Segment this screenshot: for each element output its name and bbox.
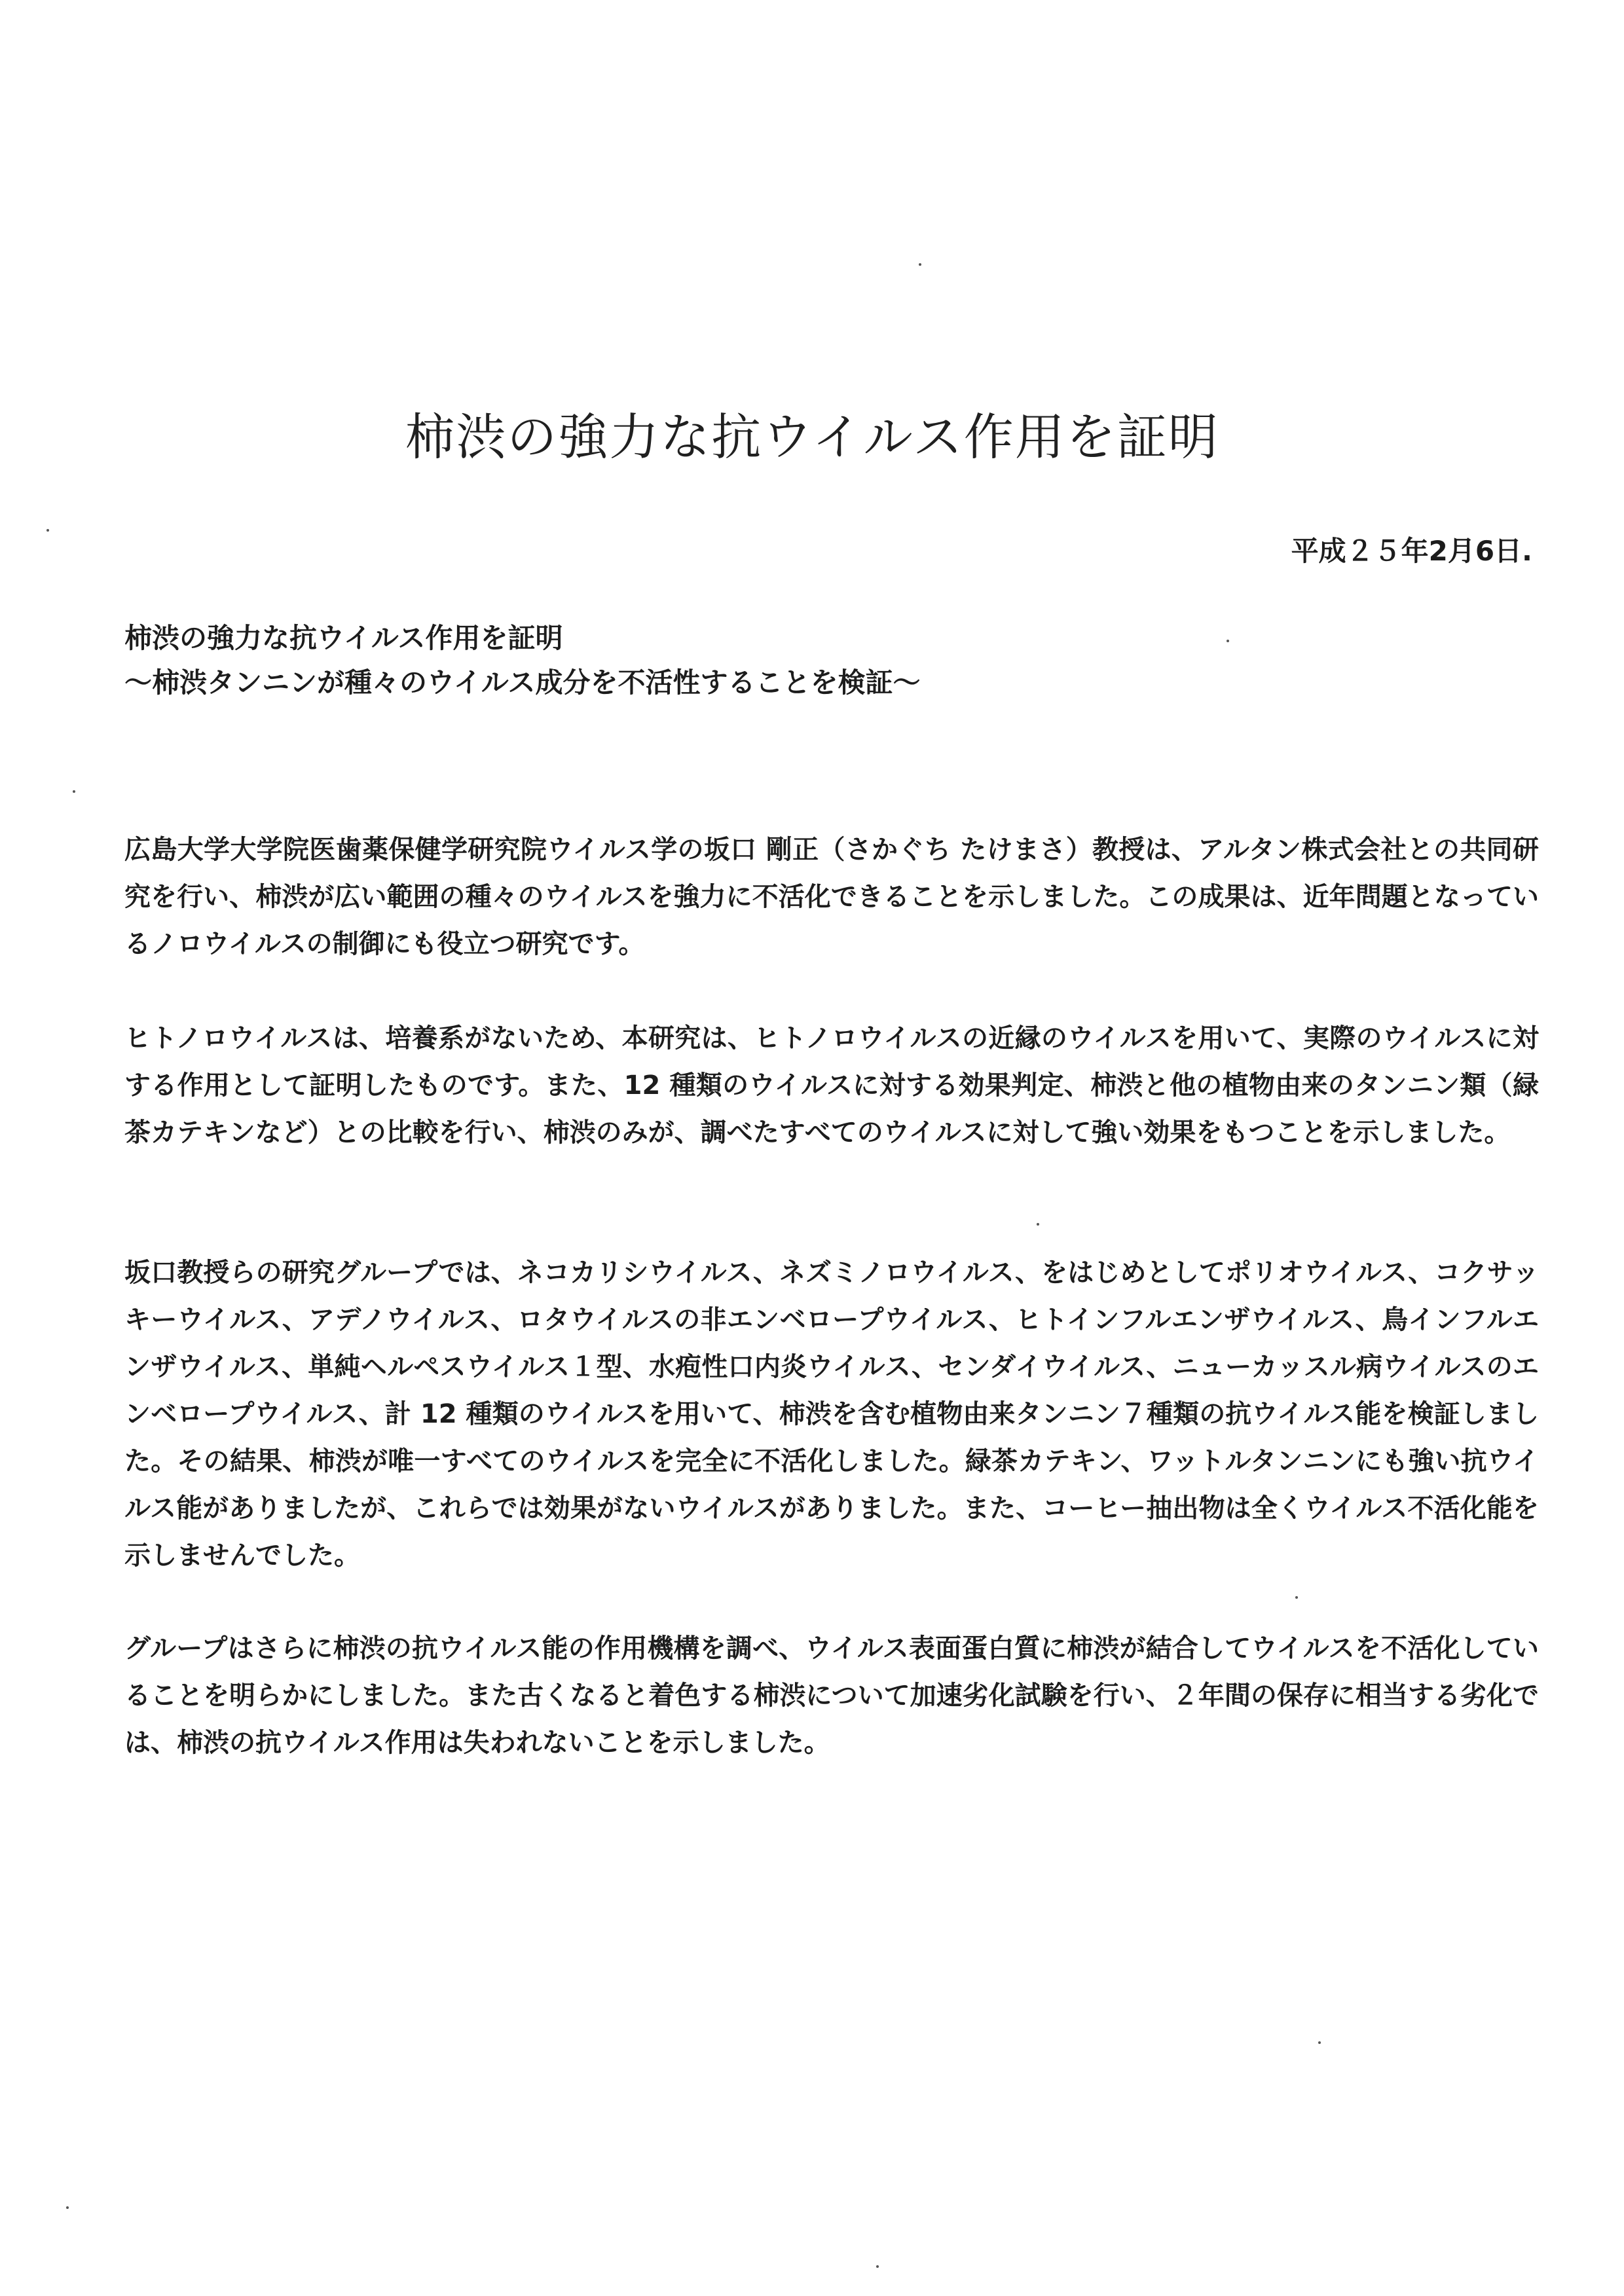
paragraph-2: ヒトノロウイルスは、培養系がないため、本研究は、ヒトノロウイルスの近縁のウイルスを用いて、実際のウイルスに対する作用として証明したものです。また、12 種類のウイルスに対する効果判定、柿渋と他の植物由来のタンニン類（緑茶カテキンなど）との比較を行い、柿渋のみが、調べたすべてのウイルスに対して強い効果をもつことを示しました。 bbox=[124, 1023, 1539, 1148]
scan-speck bbox=[1318, 2041, 1321, 2044]
scan-speck bbox=[1037, 1223, 1039, 1226]
scan-speck bbox=[73, 790, 75, 793]
subtitle-line-2: ～柿渋タンニンが種々のウイルス成分を不活性することを検証～ bbox=[124, 666, 921, 699]
scan-speck bbox=[1227, 640, 1229, 642]
scan-speck bbox=[46, 529, 49, 532]
paragraph-3: 坂口教授らの研究グループでは、ネコカリシウイルス、ネズミノロウイルス、をはじめとしてポリオウイルス、コクサッキーウイルス、アデノウイルス、ロタウイルスの非エンベロープウイルス、ヒトインフルエンザウイルス、鳥インフルエンザウイルス、単純ヘルペスウイルス１型、水疱性口内炎ウイルス、センダイウイルス、ニューカッスル病ウイルスのエンベロープウイルス、計 12 種類のウイルスを用いて、柿渋を含む植物由来タンニン７種類の抗ウイルス能を検証しました。その結果、柿渋が唯一すべてのウイルスを完全に不活化しました。緑茶カテキン、ワットルタンニンにも強い抗ウイルス能がありましたが、これらでは効果がないウイルスがありました。また、コーヒー抽出物は全くウイルス不活化能を示しませんでした。 bbox=[124, 1258, 1539, 1571]
scan-speck bbox=[876, 2265, 879, 2268]
document-date: 平成２５年2月6日. bbox=[1291, 535, 1532, 567]
document-title: 柿渋の強力な抗ウイルス作用を証明 bbox=[405, 408, 1219, 466]
subtitle-line-1: 柿渋の強力な抗ウイルス作用を証明 bbox=[124, 622, 563, 654]
paragraph-4: グループはさらに柿渋の抗ウイルス能の作用機構を調べ、ウイルス表面蛋白質に柿渋が結合してウイルスを不活化していることを明らかにしました。また古くなると着色する柿渋について加速劣化試験を行い、２年間の保存に相当する劣化では、柿渋の抗ウイルス作用は失われないことを示しました。 bbox=[124, 1633, 1539, 1758]
paragraph-1: 広島大学大学院医歯薬保健学研究院ウイルス学の坂口 剛正（さかぐち たけまさ）教授は、アルタン株式会社との共同研究を行い、柿渋が広い範囲の種々のウイルスを強力に不活化できることを示しました。この成果は、近年問題となっているノロウイルスの制御にも役立つ研究です。 bbox=[124, 835, 1540, 959]
scan-speck bbox=[66, 2206, 69, 2209]
scan-speck bbox=[1295, 1596, 1298, 1599]
scan-speck bbox=[919, 263, 921, 266]
